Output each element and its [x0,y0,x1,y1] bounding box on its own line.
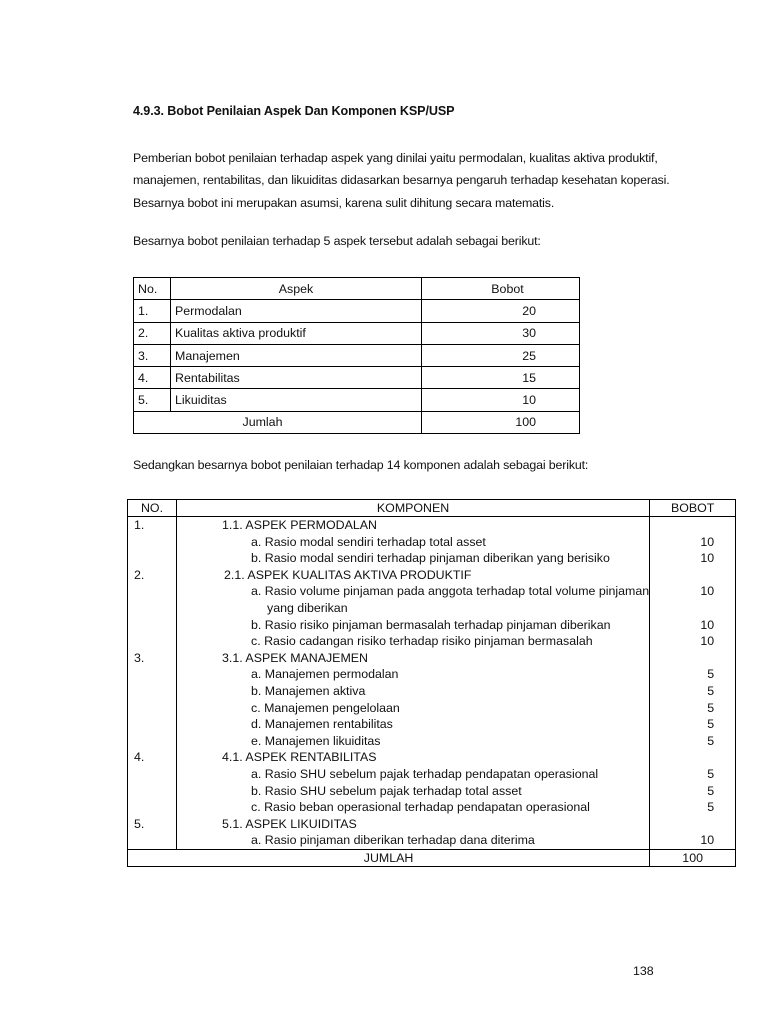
row-aspek: Kualitas aktiva produktif [171,322,422,344]
komponen-item: a. Rasio pinjaman diberikan terhadap dana diterima [251,833,535,848]
komponen-row-no [128,534,176,551]
komponen-row-bobot [650,816,735,833]
komponen-row-bobot: 5 [707,667,715,682]
komponen-row-bobot: 10 [700,584,715,599]
komponen-item: d. Manajemen rentabilitas [251,717,393,732]
komponen-row-bobot: 10 [700,551,715,566]
komponen-row-bobot: 10 [700,833,715,848]
aspek-table-intro: Besarnya bobot penilaian terhadap 5 aspek tersebut adalah sebagai berikut: [133,234,541,248]
komponen-body-row [128,517,736,850]
komponen-row-no [128,617,176,634]
intro-paragraph [133,147,673,214]
komponen-item: b. Rasio SHU sebelum pajak terhadap total asset [251,783,522,798]
table-row [134,389,580,411]
row-no: 1. [134,300,171,322]
komponen-item: a. Manajemen permodalan [251,667,399,682]
komponen-row-no [128,700,176,717]
komponen-table-header-row [128,500,736,517]
komponen-item: a. Rasio modal sendiri terhadap total asset [251,534,486,549]
row-aspek: Likuiditas [171,389,422,411]
komponen-row-bobot [650,650,735,667]
komponen-row-no [128,583,176,600]
header-komponen: KOMPONEN [177,500,650,517]
komponen-section-title: 1.1. ASPEK PERMODALAN [222,518,377,532]
table-row [134,300,580,322]
section-heading: 4.9.3. Bobot Penilaian Aspek Dan Komponen KSP/USP [133,104,455,118]
komponen-section-title: 2.1. ASPEK KUALITAS AKTIVA PRODUKTIF [224,567,472,582]
table-row [134,344,580,366]
komponen-item: c. Rasio beban operasional terhadap pendapatan operasional [251,800,590,815]
komponen-row-bobot: 5 [707,700,715,715]
komponen-row-no [128,733,176,750]
komponen-column [177,517,650,850]
komponen-item: b. Rasio risiko pinjaman bermasalah terhadap pinjaman diberikan [251,617,611,632]
komponen-row-no [128,716,176,733]
komponen-row-no: 1. [134,518,145,532]
row-bobot: 25 [422,344,580,366]
komponen-item: a. Rasio SHU sebelum pajak terhadap pendapatan operasional [251,766,599,781]
komponen-item: c. Rasio cadangan risiko terhadap risiko pinjaman bermasalah [251,634,593,649]
komponen-row-bobot [650,600,735,617]
total-label: JUMLAH [128,849,650,866]
header-aspek: Aspek [171,278,422,300]
row-bobot: 30 [422,322,580,344]
komponen-row-no [128,666,176,683]
komponen-row-no [128,633,176,650]
komponen-row-no [128,550,176,567]
komponen-section-title: 5.1. ASPEK LIKUIDITAS [222,816,357,831]
row-bobot: 20 [422,300,580,322]
row-no: 2. [134,322,171,344]
row-aspek: Manajemen [171,344,422,366]
total-row [128,849,736,866]
komponen-row-no [128,600,176,617]
total-label: Jumlah [134,411,422,433]
komponen-row-bobot: 5 [707,717,715,732]
row-bobot: 15 [422,367,580,389]
row-aspek: Rentabilitas [171,367,422,389]
komponen-table-intro: Sedangkan besarnya bobot penilaian terhadap 14 komponen adalah sebagai berikut: [133,458,589,472]
total-row [134,411,580,433]
komponen-item: a. Rasio volume pinjaman pada anggota terhadap total volume pinjaman [251,584,650,599]
total-value: 100 [422,411,580,433]
komponen-row-bobot [650,567,735,584]
table-row [134,322,580,344]
header-no: No. [134,278,171,300]
komponen-row-no: 2. [134,567,145,582]
komponen-row-bobot: 5 [707,783,715,798]
komponen-section-title: 3.1. ASPEK MANAJEMEN [222,650,368,665]
komponen-row-no: 3. [134,650,145,665]
komponen-row-bobot: 5 [707,683,715,698]
komponen-table [127,499,736,867]
row-bobot: 10 [422,389,580,411]
komponen-row-no: 5. [134,816,145,831]
komponen-item: yang diberikan [267,600,348,615]
aspek-table-header-row [134,278,580,300]
row-aspek: Permodalan [171,300,422,322]
bobot-column [650,517,736,850]
komponen-section-title: 4.1. ASPEK RENTABILITAS [222,750,377,765]
komponen-item: b. Manajemen aktiva [251,683,366,698]
komponen-row-bobot: 10 [700,634,715,649]
komponen-item: b. Rasio modal sendiri terhadap pinjaman diberikan yang berisiko [251,551,610,566]
header-no: NO. [128,500,177,517]
aspek-table [133,277,580,434]
paragraph-line: manajemen, rentabilitas, dan likuiditas didasarkan besarnya pengaruh terhadap kesehatan koperasi. [133,173,670,188]
komponen-row-no [128,766,176,783]
paragraph-line: Pemberian bobot penilaian terhadap aspek yang dinilai yaitu permodalan, kualitas aktiva produktif, [133,151,658,165]
komponen-row-no [128,832,176,849]
row-no: 4. [134,367,171,389]
komponen-row-bobot [650,749,735,766]
komponen-row-bobot: 10 [700,534,715,549]
no-column [128,517,177,850]
page-number: 138 [633,964,654,978]
komponen-row-bobot: 5 [707,800,715,815]
header-bobot: BOBOT [650,500,736,517]
komponen-row-no [128,783,176,800]
komponen-row-bobot: 10 [700,617,715,632]
komponen-row-bobot: 5 [707,733,715,748]
komponen-row-no: 4. [134,750,145,765]
row-no: 3. [134,344,171,366]
total-value: 100 [650,849,736,866]
komponen-item: c. Manajemen pengelolaan [251,700,400,715]
komponen-item: e. Manajemen likuiditas [251,733,381,748]
paragraph-line: Besarnya bobot ini merupakan asumsi, karena sulit dihitung secara matematis. [133,195,555,210]
komponen-row-no [128,799,176,816]
row-no: 5. [134,389,171,411]
komponen-row-bobot [650,517,735,534]
table-row [134,367,580,389]
header-bobot: Bobot [422,278,580,300]
komponen-row-no [128,683,176,700]
komponen-row-bobot: 5 [707,766,715,781]
